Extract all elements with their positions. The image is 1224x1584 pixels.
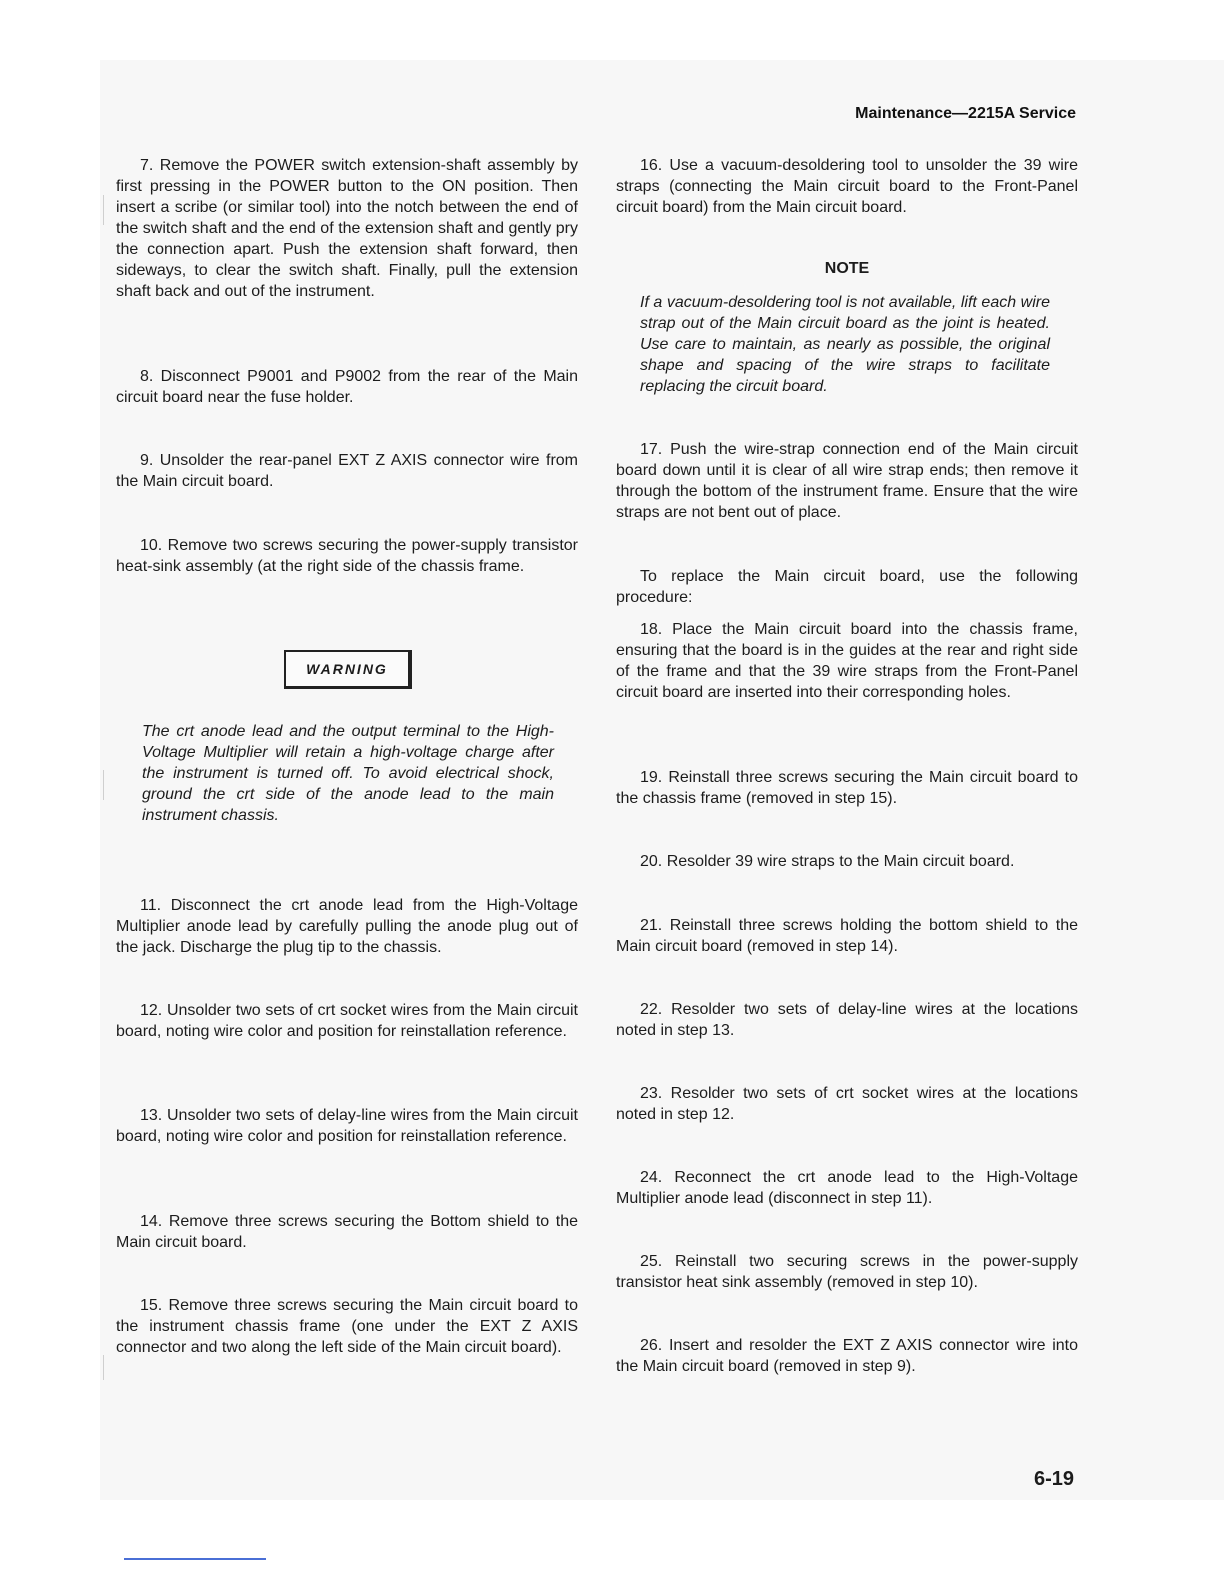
step-25: 25. Reinstall two securing screws in the power-supply transistor heat sink assembly (removed in step 10). bbox=[616, 1253, 1078, 1291]
step-15: 15. Remove three screws securing the Main circuit board to the instrument chassis frame (one under the EXT Z AXIS connector and two along the left side of the Main circuit board). bbox=[116, 1297, 578, 1356]
step-23: 23. Resolder two sets of crt socket wires at the locations noted in step 12. bbox=[616, 1085, 1078, 1123]
step-20: 20. Resolder 39 wire straps to the Main circuit board. bbox=[640, 853, 1015, 870]
step-19: 19. Reinstall three screws securing the Main circuit board to the chassis frame (removed in step 15). bbox=[616, 769, 1078, 807]
warning-text: The crt anode lead and the output terminal to the High-Voltage Multiplier will retain a high-voltage charge after the instrument is turned off. To avoid electrical shock, ground the crt side of the anode lead to the main instrument chassis. bbox=[142, 723, 554, 824]
stray-mark-line bbox=[124, 1558, 266, 1560]
step-17: 17. Push the wire-strap connection end of the Main circuit board down until it is clear of all wire strap ends; then remove it through the bottom of the instrument frame. Ensure that the wire straps are not bent out of place. bbox=[616, 441, 1078, 521]
step-12: 12. Unsolder two sets of crt socket wires from the Main circuit board, noting wire color and position for reinstallation reference. bbox=[116, 1002, 578, 1040]
margin-mark bbox=[103, 1355, 104, 1380]
step-10: 10. Remove two screws securing the power-supply transistor heat-sink assembly (at the right side of the chassis frame. bbox=[116, 537, 578, 575]
step-22: 22. Resolder two sets of delay-line wires at the locations noted in step 13. bbox=[616, 1001, 1078, 1039]
step-8: 8. Disconnect P9001 and P9002 from the rear of the Main circuit board near the fuse holder. bbox=[116, 368, 578, 406]
note-title: NOTE bbox=[824, 260, 870, 277]
margin-mark bbox=[103, 770, 104, 800]
replace-intro: To replace the Main circuit board, use the following procedure: bbox=[616, 568, 1078, 606]
step-26: 26. Insert and resolder the EXT Z AXIS connector wire into the Main circuit board (removed in step 9). bbox=[616, 1337, 1078, 1375]
page-number: 6-19 bbox=[1033, 1468, 1074, 1490]
running-header: Maintenance—2215A Service bbox=[855, 105, 1076, 122]
right-column bbox=[616, 0, 1078, 1584]
step-21: 21. Reinstall three screws holding the bottom shield to the Main circuit board (removed in step 14). bbox=[616, 917, 1078, 955]
step-13: 13. Unsolder two sets of delay-line wires from the Main circuit board, noting wire color and position for reinstallation reference. bbox=[116, 1107, 578, 1145]
note-text: If a vacuum-desoldering tool is not available, lift each wire strap out of the Main circuit board as the joint is heated. Use care to maintain, as nearly as possible, the original shape and spacing of the wire straps to facilitate replacing the circuit board. bbox=[640, 294, 1050, 395]
margin-mark bbox=[103, 195, 104, 225]
step-18: 18. Place the Main circuit board into the chassis frame, ensuring that the board is in the guides at the rear and right side of the frame and that the 39 wire straps from the Front-Panel circuit board are inserted into their corresponding holes. bbox=[616, 621, 1078, 701]
step-16: 16. Use a vacuum-desoldering tool to unsolder the 39 wire straps (connecting the Main circuit board to the Front-Panel circuit board) from the Main circuit board. bbox=[616, 157, 1078, 216]
left-column bbox=[116, 0, 578, 1584]
step-24: 24. Reconnect the crt anode lead to the High-Voltage Multiplier anode lead (disconnect in step 11). bbox=[616, 1169, 1078, 1207]
step-9: 9. Unsolder the rear-panel EXT Z AXIS connector wire from the Main circuit board. bbox=[116, 452, 578, 490]
step-7: 7. Remove the POWER switch extension-shaft assembly by first pressing in the POWER button to the ON position. Then insert a scribe (or similar tool) into the notch between the end of the switch shaft and the end of the extension shaft and gently pry the connection apart. Push the extension shaft forward, then sideways, to clear the switch shaft. Finally, pull the extension shaft back and out of the instrument. bbox=[116, 157, 578, 300]
warning-label-box: WARNING bbox=[284, 650, 412, 689]
step-11: 11. Disconnect the crt anode lead from the High-Voltage Multiplier anode lead by carefully pulling the anode plug out of the jack. Discharge the plug tip to the chassis. bbox=[116, 897, 578, 956]
step-14: 14. Remove three screws securing the Bottom shield to the Main circuit board. bbox=[116, 1213, 578, 1251]
